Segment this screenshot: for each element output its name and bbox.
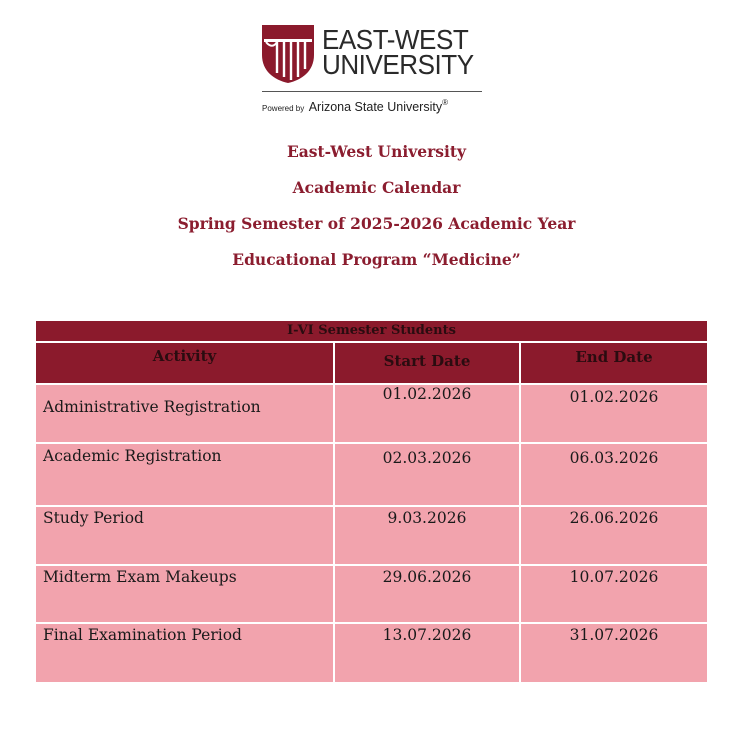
end-date-cell: 26.06.2026: [521, 507, 707, 564]
university-logo: [262, 25, 484, 115]
program-title: Educational Program “Medicine”: [232, 250, 521, 269]
table-row: [36, 383, 707, 442]
calendar-table: [36, 321, 707, 682]
table-row: [36, 442, 707, 505]
document-titles: [0, 140, 753, 284]
activity-cell: Academic Registration: [36, 444, 335, 505]
university-title: East-West University: [286, 142, 467, 161]
table-header-row: [36, 341, 707, 383]
start-date-cell: 13.07.2026: [335, 624, 521, 682]
table-row: [36, 505, 707, 564]
activity-cell: Final Examination Period: [36, 624, 335, 682]
registered-mark: ®: [442, 98, 448, 107]
powered-by-label: Powered by: [262, 104, 305, 113]
end-date-cell: 06.03.2026: [521, 444, 707, 505]
start-date-cell: 29.06.2026: [335, 566, 521, 622]
table-row: [36, 564, 707, 622]
activity-cell: Study Period: [36, 507, 335, 564]
end-date-cell: 01.02.2026: [521, 385, 707, 442]
calendar-title: Academic Calendar: [292, 178, 461, 197]
header-start-date: Start Date: [335, 343, 521, 383]
logo-divider: [262, 91, 482, 92]
table-caption: I-VI Semester Students: [36, 321, 707, 341]
wordmark-line-2: UNIVERSITY: [322, 49, 474, 80]
table-row: [36, 622, 707, 682]
end-date-cell: 31.07.2026: [521, 624, 707, 682]
university-shield-icon: [262, 25, 314, 83]
start-date-cell: 02.03.2026: [335, 444, 521, 505]
start-date-cell: 9.03.2026: [335, 507, 521, 564]
partner-name: Arizona State University: [308, 100, 443, 114]
university-wordmark: [322, 24, 474, 80]
activity-cell: Administrative Registration: [36, 385, 335, 442]
wordmark-line-1: EAST-WEST: [322, 24, 469, 55]
semester-title: Spring Semester of 2025-2026 Academic Year: [177, 214, 576, 233]
activity-cell: Midterm Exam Makeups: [36, 566, 335, 622]
powered-by-line: [262, 98, 448, 116]
start-date-cell: 01.02.2026: [335, 385, 521, 442]
header-activity: Activity: [36, 343, 335, 383]
end-date-cell: 10.07.2026: [521, 566, 707, 622]
header-end-date: End Date: [521, 343, 707, 383]
